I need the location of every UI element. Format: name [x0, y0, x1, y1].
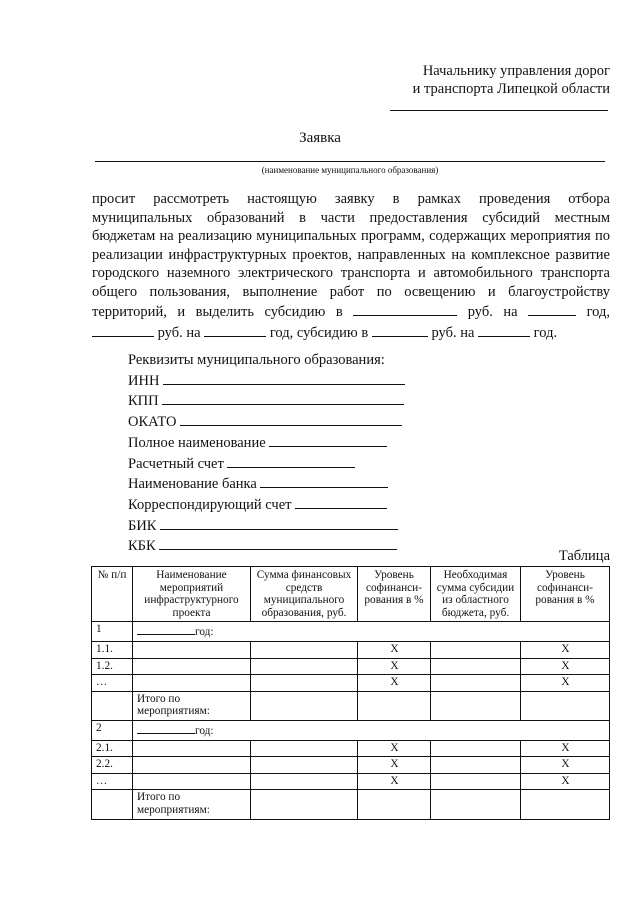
header-number: № п/п: [92, 567, 133, 622]
activity-cell[interactable]: [133, 757, 251, 774]
table-row: [92, 641, 610, 658]
x-mark: X: [358, 740, 431, 757]
kpp-field[interactable]: [162, 390, 404, 405]
funds-cell[interactable]: [251, 641, 358, 658]
requisites-heading: Реквизиты муниципального образования:: [128, 352, 385, 368]
header-subsidy-amount: Необходимая сумма субсидии из областного бюджета, руб.: [431, 567, 521, 622]
addressee-line-1: Начальнику управления дорог: [422, 63, 610, 79]
addressee-line-2: и транспорта Липецкой области: [412, 81, 610, 97]
bik-field[interactable]: [160, 515, 398, 530]
amount-field-1[interactable]: [353, 301, 457, 316]
kpp-label: КПП: [128, 393, 159, 410]
activity-cell[interactable]: [133, 658, 251, 675]
header-activities: Наименование мероприятий инфраструктурного проекта: [133, 567, 251, 622]
activity-cell[interactable]: [133, 641, 251, 658]
body-tail-rub-1: руб. на: [467, 304, 518, 320]
year-cell: [133, 720, 610, 740]
year-word: год:: [195, 724, 214, 737]
municipality-caption: (наименование муниципального образования): [261, 165, 439, 175]
table-header-row: [92, 567, 610, 622]
body-tail-god-subsidy: год, субсидию в: [269, 324, 369, 341]
row-number: 1.1.: [92, 641, 133, 658]
year-field-2[interactable]: [204, 322, 266, 337]
funds-cell[interactable]: [251, 773, 358, 790]
x-mark: X: [358, 641, 431, 658]
kbk-label: КБК: [128, 538, 156, 555]
year-row: [92, 622, 610, 642]
x-mark: X: [358, 658, 431, 675]
okato-field[interactable]: [180, 411, 402, 426]
table-row: [92, 658, 610, 675]
body-text: просит рассмотреть настоящую заявку в рамках проведения отбора муниципальных образований в части предоставления субсидий местным бюджетам на реализацию муниципальных программ, содержащих мероприятия по реализации инфраструктурных проектов, направленных на комплексное развитие городского наземного электрического транспорта и автомобильного транспорта общего пользования, выполнение работ по освещению и благоустройству территорий, и выделить субсидию в: [92, 191, 610, 320]
total-number-cell: [92, 691, 133, 720]
subsidy-cell[interactable]: [431, 641, 521, 658]
bank-label: Наименование банка: [128, 476, 257, 493]
document-title: Заявка: [299, 130, 341, 146]
subsidy-cell[interactable]: [431, 773, 521, 790]
body-tail-rub-2: руб. на: [157, 324, 201, 341]
inn-field[interactable]: [163, 370, 405, 385]
x-mark: X: [521, 658, 610, 675]
header-cofinancing-1: Уровень софинанси-рования в %: [358, 567, 431, 622]
table-row: [92, 757, 610, 774]
total-row: [92, 691, 610, 720]
year-field[interactable]: [137, 722, 195, 734]
year-cell: [133, 622, 610, 642]
total-cell[interactable]: [358, 691, 431, 720]
corr-account-field[interactable]: [295, 494, 387, 509]
okato-label: ОКАТО: [128, 414, 177, 431]
requisites-block: [128, 351, 405, 556]
total-row: [92, 790, 610, 819]
activity-cell[interactable]: [133, 675, 251, 692]
year-field-1[interactable]: [528, 301, 576, 316]
x-mark: X: [358, 675, 431, 692]
table-row: [92, 773, 610, 790]
corr-account-label: Корреспондирующий счет: [128, 496, 292, 513]
total-label: Итого по мероприятиям:: [133, 790, 251, 819]
table-row: [92, 675, 610, 692]
x-mark: X: [358, 773, 431, 790]
total-cell[interactable]: [521, 790, 610, 819]
total-label: Итого по мероприятиям:: [133, 691, 251, 720]
account-label: Расчетный счет: [128, 455, 224, 472]
x-mark: X: [521, 675, 610, 692]
signature-line: [390, 110, 608, 111]
year-word: год:: [195, 626, 214, 639]
x-mark: X: [521, 773, 610, 790]
header-cofinancing-2: Уровень софинанси-рования в %: [521, 567, 610, 622]
total-subsidy-cell[interactable]: [431, 691, 521, 720]
row-number: 2.2.: [92, 757, 133, 774]
x-mark: X: [358, 757, 431, 774]
year-number: 1: [92, 622, 133, 642]
bik-label: БИК: [128, 517, 157, 534]
funds-cell[interactable]: [251, 757, 358, 774]
municipality-name-field[interactable]: [95, 161, 605, 162]
subsidy-cell[interactable]: [431, 757, 521, 774]
header-municipal-funds: Сумма финансовых средств муниципального образования, руб.: [251, 567, 358, 622]
activity-cell[interactable]: [133, 740, 251, 757]
body-tail-god-end: год.: [533, 324, 558, 341]
row-number: 2.1.: [92, 740, 133, 757]
total-funds-cell[interactable]: [251, 691, 358, 720]
account-field[interactable]: [227, 453, 355, 468]
row-number: …: [92, 675, 133, 692]
application-body: [92, 190, 610, 342]
funds-cell[interactable]: [251, 740, 358, 757]
subsidy-table: [91, 566, 610, 820]
total-funds-cell[interactable]: [251, 790, 358, 819]
total-cell[interactable]: [358, 790, 431, 819]
total-subsidy-cell[interactable]: [431, 790, 521, 819]
row-number: 1.2.: [92, 658, 133, 675]
x-mark: X: [521, 757, 610, 774]
kbk-field[interactable]: [159, 535, 397, 550]
subsidy-field[interactable]: [372, 322, 428, 337]
inn-label: ИНН: [128, 372, 160, 389]
addressee-block: [380, 62, 610, 98]
funds-cell[interactable]: [251, 658, 358, 675]
total-number-cell: [92, 790, 133, 819]
x-mark: X: [521, 740, 610, 757]
x-mark: X: [521, 641, 610, 658]
full-name-field[interactable]: [269, 432, 387, 447]
activity-cell[interactable]: [133, 773, 251, 790]
subsidy-cell[interactable]: [431, 658, 521, 675]
table-row: [92, 740, 610, 757]
total-cell[interactable]: [521, 691, 610, 720]
table-caption: Таблица: [558, 548, 610, 564]
body-tail-god-1: год,: [586, 304, 611, 320]
subsidy-cell[interactable]: [431, 740, 521, 757]
year-field-3[interactable]: [478, 322, 530, 337]
full-name-label: Полное наименование: [128, 434, 266, 451]
subsidy-cell[interactable]: [431, 675, 521, 692]
row-number: …: [92, 773, 133, 790]
amount-field-2[interactable]: [92, 322, 154, 337]
year-number: 2: [92, 720, 133, 740]
body-tail-rub-3: руб. на: [431, 324, 475, 341]
year-field[interactable]: [137, 623, 195, 635]
year-row: [92, 720, 610, 740]
funds-cell[interactable]: [251, 675, 358, 692]
bank-field[interactable]: [260, 473, 388, 488]
